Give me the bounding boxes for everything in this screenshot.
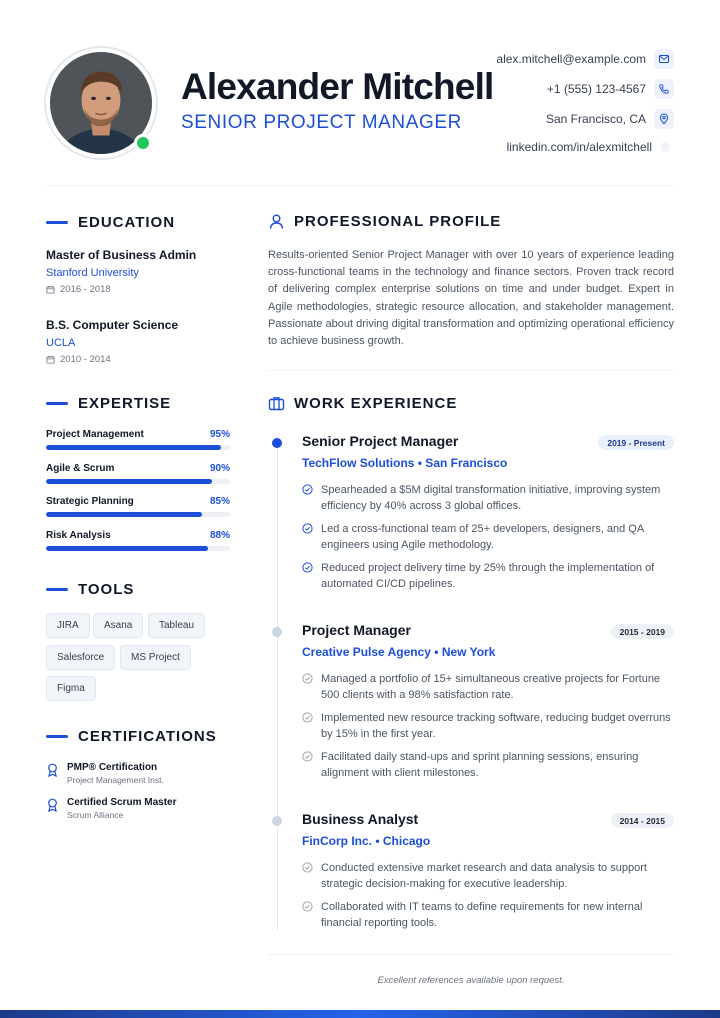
certification-issuer: Scrum Alliance — [67, 810, 124, 820]
education-years: 2010 - 2014 — [46, 354, 236, 365]
skill-percent: 85% — [209, 496, 230, 507]
check-circle-icon — [302, 484, 313, 495]
check-circle-icon — [302, 712, 313, 723]
heading-accent-bar — [46, 402, 68, 405]
job-company: FinCorp Inc. • Chicago — [302, 834, 431, 848]
timeline-dot — [272, 438, 282, 448]
skill-bar — [46, 445, 230, 450]
check-circle-icon — [302, 751, 313, 762]
skill-percent: 95% — [209, 429, 230, 440]
job-title: Senior Project Manager — [302, 433, 459, 449]
contact-location — [546, 109, 674, 129]
skill-item — [46, 429, 230, 450]
job-bullet: Led a cross-functional team of 25+ developers, designers, and QA engineers using Agile methodology. — [302, 521, 674, 553]
timeline-dot — [272, 816, 282, 826]
contact-linkedin[interactable] — [507, 137, 674, 157]
award-icon — [46, 798, 59, 812]
check-circle-icon — [302, 862, 313, 873]
education-heading: EDUCATION — [46, 214, 175, 231]
skill-percent: 88% — [209, 530, 230, 541]
tool-tag: Figma — [46, 676, 96, 701]
section-divider — [268, 370, 674, 371]
check-circle-icon — [302, 673, 313, 684]
degree: Master of Business Admin — [46, 248, 197, 262]
job-title: Business Analyst — [302, 811, 419, 827]
tool-tag: Salesforce — [46, 645, 115, 670]
contact-email[interactable] — [496, 49, 674, 69]
certifications-heading: CERTIFICATIONS — [46, 728, 217, 745]
contact-phone[interactable] — [547, 79, 674, 99]
linkedin-text[interactable]: linkedin.com/in/alexmitchell — [506, 140, 652, 154]
job-title: Project Manager — [302, 622, 411, 638]
skill-percent: 90% — [209, 463, 230, 474]
job-period-badge: 2015 - 2019 — [611, 624, 674, 639]
skill-bar — [46, 512, 230, 517]
award-icon — [46, 763, 59, 777]
job-period-badge: 2019 - Present — [598, 435, 674, 450]
map-pin-icon — [654, 109, 674, 129]
tool-tag: MS Project — [120, 645, 191, 670]
skill-label: Risk Analysis — [46, 530, 111, 541]
phone-text[interactable]: +1 (555) 123-4567 — [546, 82, 646, 96]
job-company: Creative Pulse Agency • New York — [302, 645, 496, 659]
location-text: San Francisco, CA — [545, 112, 646, 126]
skill-bar — [46, 479, 230, 484]
expertise-heading: EXPERTISE — [46, 395, 171, 412]
check-circle-icon — [302, 562, 313, 573]
bottom-accent-band — [0, 1010, 720, 1018]
skill-bar — [46, 546, 230, 551]
candidate-name: Alexander Mitchell — [181, 66, 494, 107]
job-bullet: Managed a portfolio of 15+ simultaneous creative projects for Fortune 500 clients with a 98% satisfaction rate. — [302, 671, 674, 703]
skill-bar-fill — [46, 479, 212, 484]
tool-tag: Asana — [93, 613, 143, 638]
job-bullet: Collaborated with IT teams to define requirements for new internal financial reporting tools. — [302, 899, 674, 931]
user-icon — [268, 213, 285, 230]
online-status-dot — [134, 134, 152, 152]
resume-header — [46, 46, 674, 186]
skill-item — [46, 463, 230, 484]
experience-heading: WORK EXPERIENCE — [268, 395, 457, 412]
job-bullet: Reduced project delivery time by 25% through the implementation of automated CI/CD pipelines. — [302, 560, 674, 592]
job-company: TechFlow Solutions • San Francisco — [302, 456, 508, 470]
skill-bar-fill — [46, 512, 202, 517]
header-divider — [46, 185, 674, 186]
skill-label: Strategic Planning — [46, 496, 134, 507]
tool-tag: JIRA — [46, 613, 90, 638]
check-circle-icon — [302, 523, 313, 534]
linkedin-icon — [660, 142, 670, 152]
job-bullet: Facilitated daily stand-ups and sprint planning sessions, ensuring alignment with client milestones. — [302, 749, 674, 781]
education-item — [46, 248, 236, 295]
job-bullet: Spearheaded a $5M digital transformation initiative, improving system efficiency by 40% across 3 global offices. — [302, 482, 674, 514]
tools-heading: TOOLS — [46, 581, 134, 598]
certification-name: PMP® Certification — [67, 762, 158, 773]
degree: B.S. Computer Science — [46, 318, 179, 332]
email-text[interactable]: alex.mitchell@example.com — [496, 52, 646, 66]
check-circle-icon — [302, 901, 313, 912]
profile-heading: PROFESSIONAL PROFILE — [268, 213, 501, 230]
skill-bar-fill — [46, 546, 208, 551]
skill-label: Project Management — [46, 429, 144, 440]
timeline-line — [277, 440, 278, 930]
heading-accent-bar — [46, 735, 68, 738]
certification-item — [46, 797, 176, 820]
certification-issuer: Project Management Inst. — [67, 775, 164, 785]
timeline-dot — [272, 627, 282, 637]
calendar-icon — [46, 355, 55, 364]
certification-item — [46, 762, 164, 785]
briefcase-icon — [268, 395, 285, 412]
candidate-role: SENIOR PROJECT MANAGER — [181, 112, 462, 133]
calendar-icon — [46, 285, 55, 294]
job-period-badge: 2014 - 2015 — [611, 813, 674, 828]
tool-tag: Tableau — [148, 613, 205, 638]
heading-accent-bar — [46, 221, 68, 224]
education-item — [46, 318, 236, 365]
skill-item — [46, 496, 230, 517]
job-bullet: Implemented new resource tracking software, reducing budget overruns by 15% in the first year. — [302, 710, 674, 742]
job-bullet: Conducted extensive market research and data analysis to support strategic decision-making for executive leadership. — [302, 860, 674, 892]
footer-divider — [268, 954, 674, 955]
school: Stanford University — [46, 267, 139, 279]
references-note: Excellent references available upon request. — [377, 975, 565, 986]
skill-label: Agile & Scrum — [46, 463, 115, 474]
mail-icon — [654, 49, 674, 69]
certification-name: Certified Scrum Master — [67, 797, 177, 808]
school: UCLA — [46, 337, 76, 349]
skill-bar-fill — [46, 445, 221, 450]
education-years: 2016 - 2018 — [46, 284, 236, 295]
phone-icon — [654, 79, 674, 99]
profile-summary: Results-oriented Senior Project Manager with over 10 years of experience leading cross-functional teams in the technology and finance sectors. Proven track record of delivering complex enterprise solutions on time and under budget. Expert in Agile methodologies, strategic resource allocation, and stakeholder management. Passionate about driving digital transformation and optimizing operational efficiency to achieve business growth. — [268, 249, 674, 348]
heading-accent-bar — [46, 588, 68, 591]
skill-item — [46, 530, 230, 551]
